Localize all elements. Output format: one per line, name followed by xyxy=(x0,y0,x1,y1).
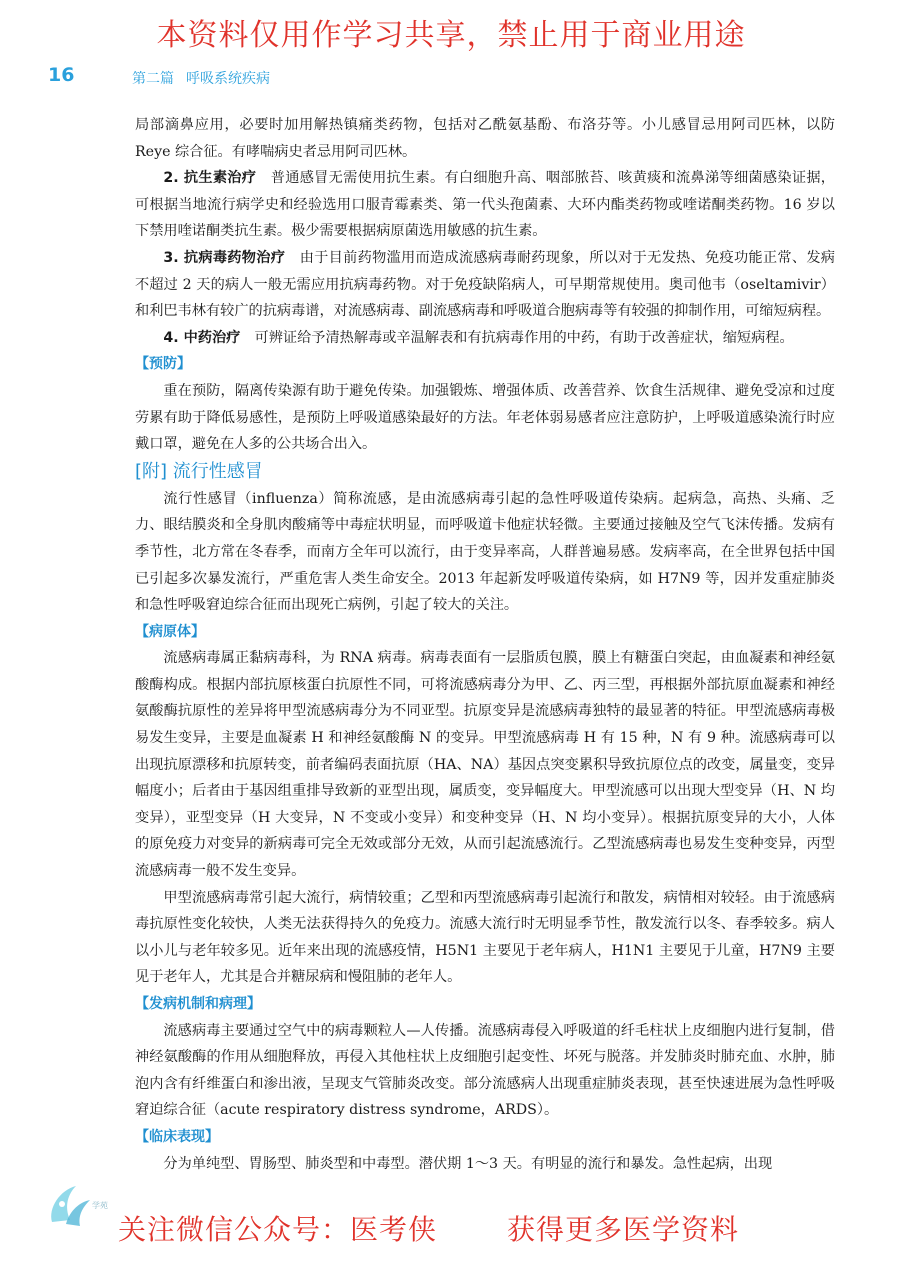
section-label-pathogenesis: 【发病机制和病理】 xyxy=(135,996,261,1012)
treatment-tcm-heading: 4. 中药治疗 xyxy=(163,329,241,346)
watermark-bottom xyxy=(118,1208,878,1248)
section-label-pathogen: 【病原体】 xyxy=(135,623,205,640)
publisher-logo-icon xyxy=(46,1180,116,1228)
treatment-antibiotics-heading: 2. 抗生素治疗 xyxy=(163,170,257,187)
treatment-antiviral-text: 由于目前药物滥用而造成流感病毒耐药现象，所以对于无发热、免疫功能正常、发病不超过 2 天的病人一般无需应用抗病毒药物。对于免疫缺陷病人，可早期常规使用。奥司他韦（oseltamivir）和利巴韦林有较广的抗病毒谱，对流感病毒、副流感病毒和呼吸道合胞病毒等有较强的抑制作用，可缩短病程。 xyxy=(135,249,835,320)
treatment-tcm xyxy=(135,325,835,352)
section-label-clinical: 【临床表现】 xyxy=(135,1128,219,1145)
chapter-title: 呼吸系统疾病 xyxy=(186,71,270,87)
pathogen-paragraph-1: 流感病毒属正黏病毒科，为 RNA 病毒。病毒表面有一层脂质包膜，膜上有糖蛋白突起，由血凝素和神经氨酸酶构成。根据内部抗原核蛋白抗原性不同，可将流感病毒分为甲、乙、丙三型，再根据外部抗原血凝素和神经氨酸酶抗原性的差异将甲型流感病毒分为不同亚型。抗原变异是流感病毒独特的最显著的特征。甲型流感病毒极易发生变异，主要是血凝素 H 和神经氨酸酶 N 的变异。甲型流感病毒 H 有 15 种，N 有 9 种。流感病毒可以出现抗原漂移和抗原转变，前者编码表面抗原（HA、NA）基因点突变累积导致抗原位点的改变，属量变，变异幅度小；后者由于基因组重排导致新的亚型出现，属质变，变异幅度大。甲型流感可以出现大型变异（H、N 均变异），亚型变异（H 大变异，N 不变或小变异）和变种变异（H、N 均小变异）。根据抗原变异的大小，人体的原免疫力对变异的新病毒可完全无效或部分无效，从而引起流感流行。乙型流感病毒也易发生变种变异，丙型流感病毒一般不发生变异。 xyxy=(135,650,835,880)
treatment-antiviral-heading: 3. 抗病毒药物治疗 xyxy=(163,249,286,266)
appendix-title: [附] 流行性感冒 xyxy=(135,460,263,482)
watermark-bottom-left: 关注微信公众号：医考侠 xyxy=(118,1213,438,1246)
page-content xyxy=(135,112,835,1177)
treatment-antibiotics-text: 普通感冒无需使用抗生素。有白细胞升高、咽部脓苔、咳黄痰和流鼻涕等细菌感染证据，可根据当地流行病学史和经验选用口服青霉素类、第一代头孢菌素、大环内酯类药物或喹诺酮类药物。16 岁以下禁用喹诺酮类抗生素。极少需要根据病原菌选用敏感的抗生素。 xyxy=(135,170,835,240)
section-label-prevention: 【预防】 xyxy=(135,356,191,373)
flu-intro: 流行性感冒（influenza）简称流感，是由流感病毒引起的急性呼吸道传染病。起病急，高热、头痛、乏力、眼结膜炎和全身肌肉酸痛等中毒症状明显，而呼吸道卡他症状轻微。主要通过接触及空气飞沫传播。发病有季节性，北方常在冬春季，而南方全年可以流行，由于变异率高，人群普遍易感。发病率高，在全世界包括中国已引起多次暴发流行，严重危害人类生命安全。2013 年起新发呼吸道传染病，如 H7N9 等，因并发重症肺炎和急性呼吸窘迫综合征而出现死亡病例，引起了较大的关注。 xyxy=(135,490,835,614)
part-label: 第二篇 xyxy=(132,71,174,87)
prevention-text: 重在预防，隔离传染源有助于避免传染。加强锻炼、增强体质、改善营养、饮食生活规律、避免受凉和过度劳累有助于降低易感性，是预防上呼吸道感染最好的方法。年老体弱易感者应注意防护，上呼吸道感染流行时应戴口罩，避免在人多的公共场合出入。 xyxy=(135,382,835,453)
pathogenesis-text: 流感病毒主要通过空气中的病毒颗粒人—人传播。流感病毒侵入呼吸道的纤毛柱状上皮细胞内进行复制，借神经氨酸酶的作用从细胞释放，再侵入其他柱状上皮细胞引起变性、坏死与脱落。并发肺炎时肺充血、水肿，肺泡内含有纤维蛋白和渗出液，呈现支气管肺炎改变。部分流感病人出现重症肺炎表现，甚至快速进展为急性呼吸窘迫综合征（acute respiratory distress syndrome，ARDS）。 xyxy=(135,1022,835,1119)
chapter-header xyxy=(132,68,270,88)
clinical-text: 分为单纯型、胃肠型、肺炎型和中毒型。潜伏期 1～3 天。有明显的流行和暴发。急性起病，出现 xyxy=(163,1155,773,1172)
paragraph: 局部滴鼻应用，必要时加用解热镇痛类药物，包括对乙酰氨基酚、布洛芬等。小儿感冒忌用阿司匹林，以防 Reye 综合征。有哮喘病史者忌用阿司匹林。 xyxy=(135,117,835,160)
page-number: 16 xyxy=(48,64,75,86)
logo-text: 学苑 xyxy=(92,1201,108,1210)
watermark-top: 本资料仅用作学习共享，禁止用于商业用途 xyxy=(156,18,746,53)
treatment-antiviral xyxy=(135,245,835,325)
treatment-tcm-text: 可辨证给予清热解毒或辛温解表和有抗病毒作用的中药，有助于改善症状，缩短病程。 xyxy=(254,329,794,346)
treatment-antibiotics xyxy=(135,165,835,245)
watermark-bottom-right: 获得更多医学资料 xyxy=(507,1213,740,1246)
pathogen-paragraph-2: 甲型流感病毒常引起大流行，病情较重；乙型和丙型流感病毒引起流行和散发，病情相对较轻。由于流感病毒抗原性变化较快，人类无法获得持久的免疫力。流感大流行时无明显季节性，散发流行以冬、春季较多。病人以小儿与老年较多见。近年来出现的流感疫情，H5N1 主要见于老年病人，H1N1 主要见于儿童，H7N9 主要见于老年人，尤其是合并糖尿病和慢阻肺的老年人。 xyxy=(135,889,835,986)
